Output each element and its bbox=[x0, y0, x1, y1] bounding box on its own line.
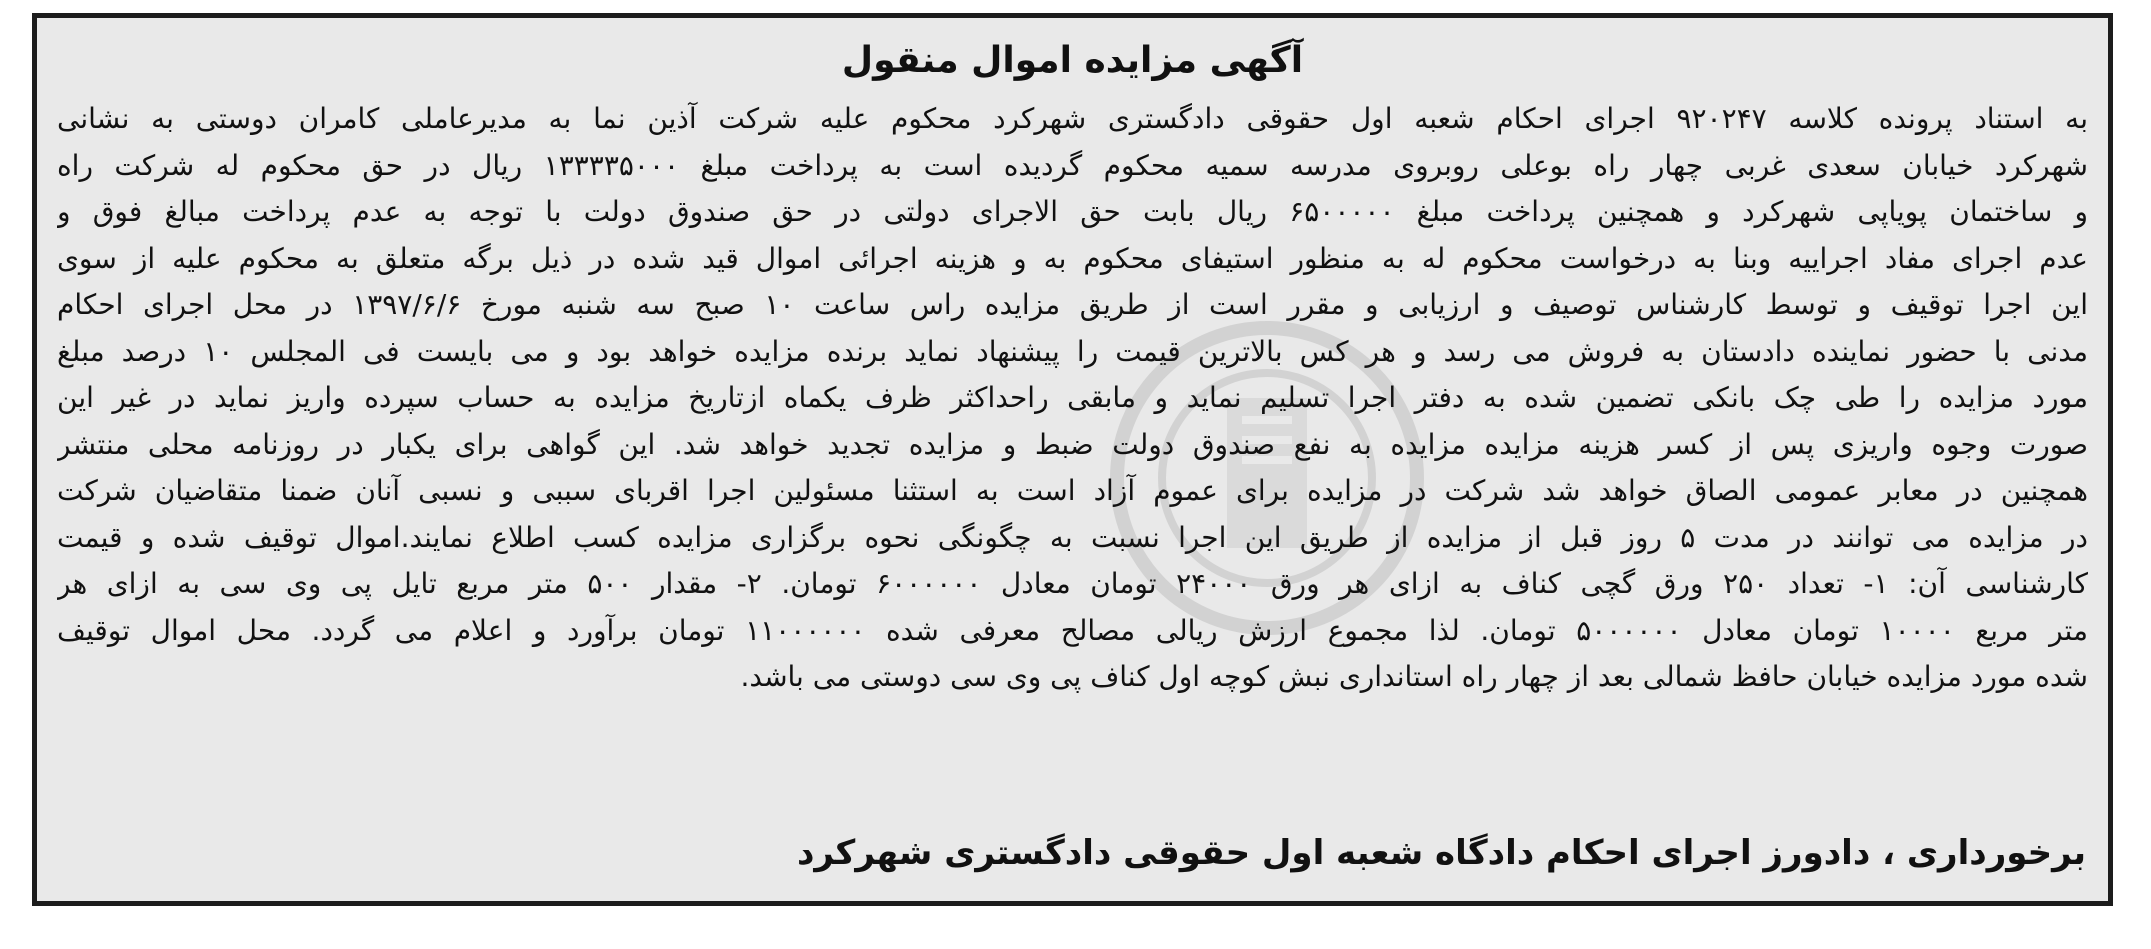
notice-line: عدم اجرای مفاد اجراییه وبنا به درخواست محکوم له به منظور استیفای محکوم به و هزینه اجرائی اموال قید شده در ذیل برگه متعلق به محکوم علیه از سوی bbox=[57, 241, 2088, 275]
notice-line: همچنین در معابر عمومی الصاق خواهد شد شرکت در مزایده برای عموم آزاد است به استثنا مسئولین اجرا اقربای سببی و نسبی آنان ضمنا متقاضیان شرکت bbox=[57, 474, 2088, 507]
notice-line: شهرکرد خیابان سعدی غربی چهار راه بوعلی روبروی مدرسه سمیه محکوم گردیده است به پرداخت مبلغ ۱۳۳۳۳۵۰۰۰ ریال در حق محکوم له شرکت راه bbox=[57, 148, 2088, 182]
notice-line: به استناد پرونده کلاسه ۹۲۰۲۴۷ اجرای احکام شعبه اول حقوقی دادگستری شهرکرد محکوم علیه شرکت آذین نما به مدیرعاملی کامران دوستی به نشانی bbox=[57, 102, 2088, 135]
notice-line: مورد مزایده را طی چک بانکی تضمین شده به دفتر اجرا تسلیم نماید و مابقی راحداکثر ظرف یکماه ازتاریخ مزایده به حساب سپرده واریز نماید در غیر این bbox=[57, 381, 2088, 414]
notice-line: و ساختمان پویاپی شهرکرد و همچنین پرداخت مبلغ ۶۵۰۰۰۰۰ ریال بابت حق الاجرای دولتی در حق صندوق دولت با توجه به عدم پرداخت مبالغ فوق و bbox=[57, 195, 2088, 228]
notice-line: مدنی با حضور نماینده دادستان به فروش می رسد و هر کس بالاترین قیمت را پیشنهاد نماید برنده مزایده خواهد بود و می بایست فی المجلس ۱۰ درصد مبلغ bbox=[57, 334, 2088, 368]
notice-line: متر مربع ۱۰۰۰۰ تومان معادل ۵۰۰۰۰۰۰ تومان. لذا مجموع ارزش ریالی مصالح معرفی شده ۱۱۰۰۰۰۰۰ تومان برآورد و اعلام می گردد. محل اموال توقیف bbox=[57, 613, 2088, 647]
notice-body bbox=[57, 96, 2088, 701]
notice-line: این اجرا توقیف و توسط کارشناس توصیف و ارزیابی و مقرر است از طریق مزایده راس ساعت ۱۰ صبح سه شنبه مورخ ۱۳۹۷/۶/۶ در محل اجرای احکام bbox=[57, 288, 2088, 321]
notice-signature: برخورداری ، دادورز اجرای احکام دادگاه شعبه اول حقوقی دادگستری شهرکرد bbox=[796, 833, 2086, 873]
notice-line: شده مورد مزایده خیابان حافظ شمالی بعد از چهار راه استانداری نبش کوچه اول کناف پی وی سی دوستی می باشد. bbox=[740, 660, 2088, 693]
auction-notice bbox=[32, 13, 2113, 906]
notice-line: صورت وجوه واریزی پس از کسر هزینه مزایده مزایده به نفع صندوق دولت ضبط و مزایده تجدید خواهد شد. این گواهی برای یکبار در روزنامه محلی منتشر bbox=[57, 427, 2088, 461]
notice-line: کارشناسی آن: ۱- تعداد ۲۵۰ ورق گچی کناف به ازای هر ورق ۲۴۰۰۰ تومان معادل ۶۰۰۰۰۰۰ تومان. ۲- مقدار ۵۰۰ متر مربع تایل پی وی سی به ازای هر bbox=[57, 567, 2088, 600]
notice-line: در مزایده می توانند در مدت ۵ روز قبل از مزایده از طریق این اجرا نسبت به چگونگی نحوه برگزاری مزایده کسب اطلاع نمایند.اموال توقیف شده و قیمت bbox=[57, 520, 2088, 554]
notice-title: آگهی مزایده اموال منقول bbox=[841, 40, 1304, 81]
